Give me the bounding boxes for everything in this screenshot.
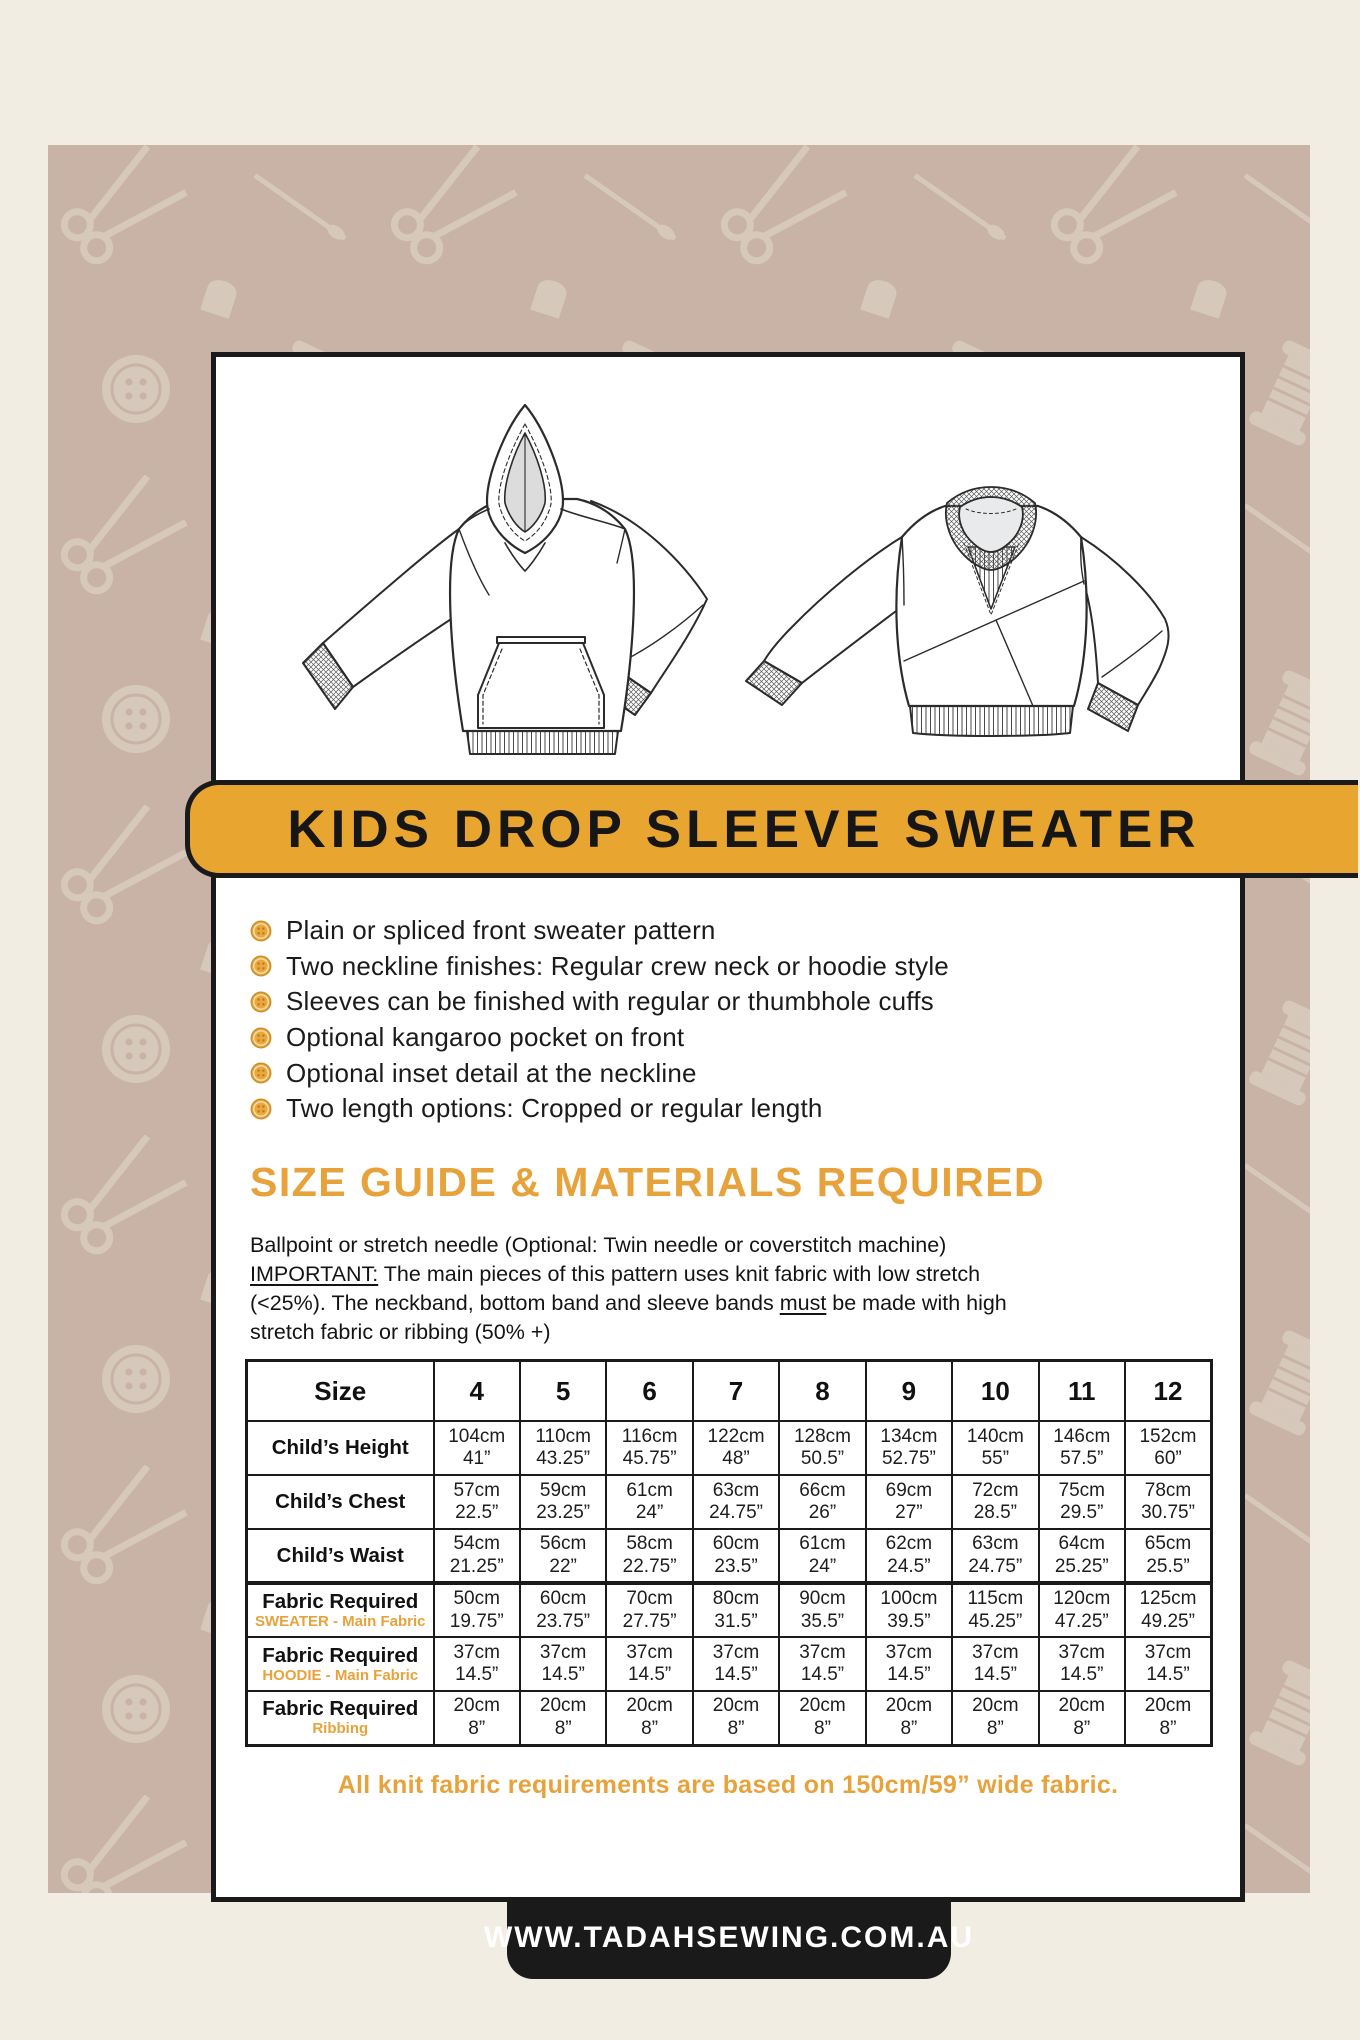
- size-column-header: Size: [247, 1361, 434, 1422]
- size-guide-heading: SIZE GUIDE & MATERIALS REQUIRED: [250, 1159, 1046, 1205]
- size-cell: 20cm 8”: [434, 1691, 520, 1745]
- feature-text: Optional kangaroo pocket on front: [286, 1022, 685, 1053]
- pattern-title: KIDS DROP SLEEVE SWEATER: [287, 799, 1201, 859]
- table-row: [247, 1637, 1212, 1691]
- button-icon: [250, 991, 272, 1013]
- size-cell: 78cm 30.75”: [1125, 1475, 1212, 1529]
- size-cell: 116cm 45.75”: [606, 1421, 692, 1475]
- feature-text: Sleeves can be finished with regular or thumbhole cuffs: [286, 986, 934, 1017]
- size-cell: 69cm 27”: [866, 1475, 952, 1529]
- hoodie-technical-drawing: [291, 397, 736, 755]
- size-cell: 37cm 14.5”: [693, 1637, 779, 1691]
- size-cell: 90cm 35.5”: [779, 1583, 865, 1637]
- table-row: [247, 1583, 1212, 1637]
- size-cell: 115cm 45.25”: [952, 1583, 1038, 1637]
- size-cell: 80cm 31.5”: [693, 1583, 779, 1637]
- size-cell: 110cm 43.25”: [520, 1421, 606, 1475]
- feature-list: [250, 913, 949, 1127]
- size-column-header: 6: [606, 1361, 692, 1422]
- row-label: Child’s Chest: [247, 1475, 434, 1529]
- size-cell: 66cm 26”: [779, 1475, 865, 1529]
- size-column-header: 7: [693, 1361, 779, 1422]
- size-cell: 20cm 8”: [1039, 1691, 1125, 1745]
- size-cell: 104cm 41”: [434, 1421, 520, 1475]
- size-column-header: 8: [779, 1361, 865, 1422]
- website-url: WWW.TADAHSEWING.COM.AU: [483, 1921, 975, 1954]
- feature-item: [250, 949, 949, 985]
- row-label: Fabric Required SWEATER - Main Fabric: [247, 1583, 434, 1637]
- size-cell: 37cm 14.5”: [1039, 1637, 1125, 1691]
- size-cell: 58cm 22.75”: [606, 1529, 692, 1583]
- size-cell: 140cm 55”: [952, 1421, 1038, 1475]
- row-label: Fabric Required Ribbing: [247, 1691, 434, 1745]
- title-banner: [185, 780, 1358, 878]
- materials-line-3-a: (<25%). The neckband, bottom band and sleeve bands: [250, 1291, 780, 1315]
- size-cell: 120cm 47.25”: [1039, 1583, 1125, 1637]
- size-cell: 59cm 23.25”: [520, 1475, 606, 1529]
- must-word: must: [779, 1291, 827, 1315]
- size-cell: 65cm 25.5”: [1125, 1529, 1212, 1583]
- sewing-pattern-background: [48, 145, 1310, 1954]
- size-column-header: 12: [1125, 1361, 1212, 1422]
- size-cell: 100cm 39.5”: [866, 1583, 952, 1637]
- feature-text: Two length options: Cropped or regular length: [286, 1093, 823, 1124]
- size-cell: 70cm 27.75”: [606, 1583, 692, 1637]
- size-cell: 57cm 22.5”: [434, 1475, 520, 1529]
- size-cell: 64cm 25.25”: [1039, 1529, 1125, 1583]
- size-cell: 20cm 8”: [693, 1691, 779, 1745]
- size-cell: 50cm 19.75”: [434, 1583, 520, 1637]
- size-cell: 56cm 22”: [520, 1529, 606, 1583]
- size-cell: 125cm 49.25”: [1125, 1583, 1212, 1637]
- button-icon: [250, 1098, 272, 1120]
- button-icon: [250, 920, 272, 942]
- feature-item: [250, 913, 949, 949]
- row-label: Child’s Height: [247, 1421, 434, 1475]
- size-cell: 63cm 24.75”: [693, 1475, 779, 1529]
- row-label: Child’s Waist: [247, 1529, 434, 1583]
- feature-item: [250, 1020, 949, 1056]
- size-cell: 20cm 8”: [866, 1691, 952, 1745]
- table-row: [247, 1691, 1212, 1745]
- size-cell: 61cm 24”: [779, 1529, 865, 1583]
- feature-item: [250, 1055, 949, 1091]
- important-label: IMPORTANT:: [250, 1262, 379, 1286]
- size-cell: 72cm 28.5”: [952, 1475, 1038, 1529]
- materials-line-4: stretch fabric or ribbing (50% +): [250, 1320, 551, 1344]
- button-icon: [250, 955, 272, 977]
- table-row: [247, 1421, 1212, 1475]
- size-cell: 20cm 8”: [520, 1691, 606, 1745]
- size-cell: 37cm 14.5”: [434, 1637, 520, 1691]
- materials-line-2-text: The main pieces of this pattern uses knit fabric with low stretch: [378, 1262, 981, 1286]
- feature-item: [250, 1091, 949, 1127]
- size-cell: 37cm 14.5”: [606, 1637, 692, 1691]
- size-cell: 37cm 14.5”: [520, 1637, 606, 1691]
- row-label: Fabric Required HOODIE - Main Fabric: [247, 1637, 434, 1691]
- size-cell: 54cm 21.25”: [434, 1529, 520, 1583]
- materials-paragraph: [250, 1231, 1007, 1347]
- size-column-header: 9: [866, 1361, 952, 1422]
- button-icon: [250, 1027, 272, 1049]
- materials-line-3: [250, 1289, 1007, 1318]
- size-cell: 60cm 23.5”: [693, 1529, 779, 1583]
- size-cell: 20cm 8”: [952, 1691, 1038, 1745]
- table-row: [247, 1475, 1212, 1529]
- size-cell: 20cm 8”: [779, 1691, 865, 1745]
- size-table-body: [247, 1421, 1212, 1745]
- feature-text: Plain or spliced front sweater pattern: [286, 915, 716, 946]
- size-cell: 61cm 24”: [606, 1475, 692, 1529]
- size-cell: 37cm 14.5”: [866, 1637, 952, 1691]
- size-cell: 62cm 24.5”: [866, 1529, 952, 1583]
- feature-text: Two neckline finishes: Regular crew neck or hoodie style: [286, 950, 949, 981]
- size-cell: 20cm 8”: [1125, 1691, 1212, 1745]
- sweater-technical-drawing: [744, 479, 1219, 751]
- size-cell: 146cm 57.5”: [1039, 1421, 1125, 1475]
- website-banner: [483, 1897, 975, 1979]
- feature-item: [250, 984, 949, 1020]
- button-icon: [250, 1062, 272, 1084]
- size-cell: 122cm 48”: [693, 1421, 779, 1475]
- size-column-header: 5: [520, 1361, 606, 1422]
- size-column-header: 10: [952, 1361, 1038, 1422]
- size-column-header: 11: [1039, 1361, 1125, 1422]
- table-row: [247, 1529, 1212, 1583]
- size-cell: 37cm 14.5”: [779, 1637, 865, 1691]
- size-cell: 128cm 50.5”: [779, 1421, 865, 1475]
- size-cell: 63cm 24.75”: [952, 1529, 1038, 1583]
- size-cell: 75cm 29.5”: [1039, 1475, 1125, 1529]
- size-cell: 37cm 14.5”: [1125, 1637, 1212, 1691]
- size-table: [245, 1359, 1213, 1747]
- materials-line-3-b: be made with high: [826, 1291, 1007, 1315]
- materials-line-1: Ballpoint or stretch needle (Optional: Twin needle or coverstitch machine): [250, 1233, 947, 1257]
- size-cell: 134cm 52.75”: [866, 1421, 952, 1475]
- fabric-width-note: All knit fabric requirements are based on 150cm/59” wide fabric.: [337, 1771, 1119, 1799]
- size-cell: 152cm 60”: [1125, 1421, 1212, 1475]
- size-cell: 20cm 8”: [606, 1691, 692, 1745]
- size-table-header-row: [247, 1361, 1212, 1422]
- size-cell: 37cm 14.5”: [952, 1637, 1038, 1691]
- feature-text: Optional inset detail at the neckline: [286, 1057, 697, 1088]
- pattern-card: [211, 352, 1245, 1902]
- size-column-header: 4: [434, 1361, 520, 1422]
- materials-line-2: [250, 1260, 1007, 1289]
- size-cell: 60cm 23.75”: [520, 1583, 606, 1637]
